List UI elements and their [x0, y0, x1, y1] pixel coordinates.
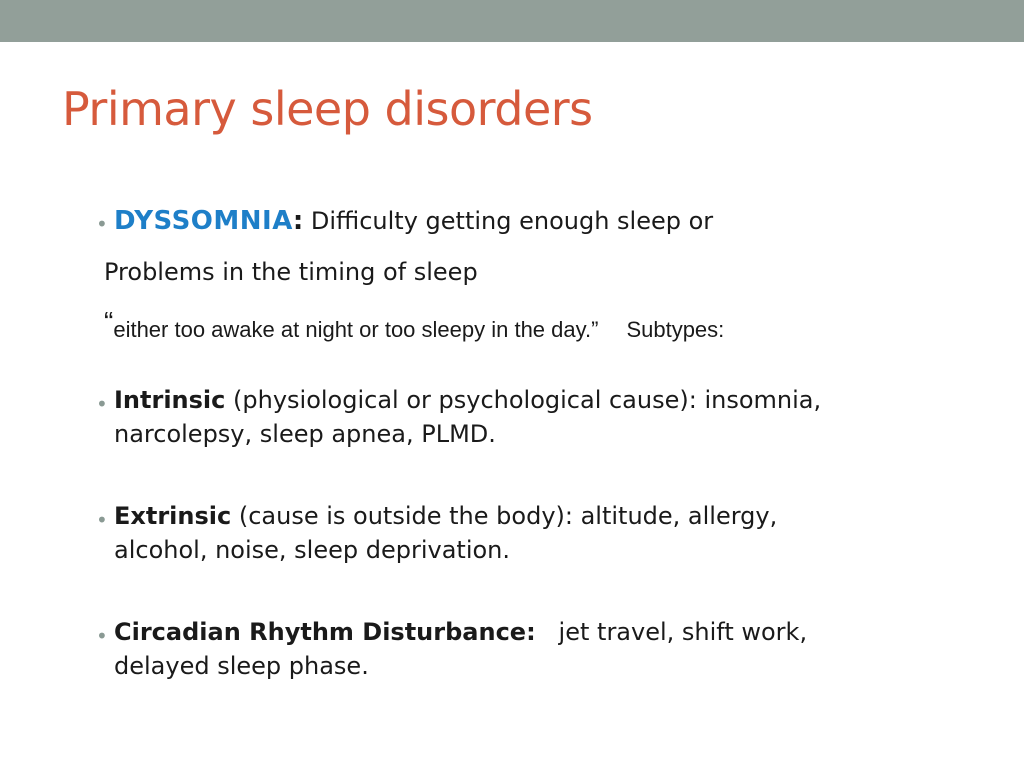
extrinsic-definition-1: (cause is outside the body): altitude, allergy, — [231, 502, 778, 530]
dyssomnia-term: DYSSOMNIA — [114, 206, 293, 236]
dyssomnia-quote: either too awake at night or too sleepy in the day.” — [113, 317, 599, 342]
top-accent-bar — [0, 0, 1024, 42]
intrinsic-term: Intrinsic — [114, 386, 226, 414]
extrinsic-definition-2: alcohol, noise, sleep deprivation. — [114, 536, 511, 564]
extrinsic-term: Extrinsic — [114, 502, 232, 530]
dyssomnia-definition-1: Difficulty getting enough sleep or — [303, 207, 714, 235]
bullet-circadian: • — [96, 624, 108, 648]
circadian-definition-1: jet travel, shift work, — [535, 618, 808, 646]
intrinsic-line-1 — [114, 386, 821, 414]
dyssomnia-quote-line — [104, 306, 724, 343]
extrinsic-line-1 — [114, 502, 777, 530]
intrinsic-definition-2: narcolepsy, sleep apnea, PLMD. — [114, 420, 496, 448]
circadian-term: Circadian Rhythm Disturbance: — [114, 618, 536, 646]
slide-title: Primary sleep disorders — [62, 82, 593, 136]
circadian-line-1 — [114, 618, 807, 646]
subtypes-label: Subtypes: — [626, 317, 725, 342]
bullet-dyssomnia: • — [96, 212, 108, 236]
bullet-extrinsic: • — [96, 508, 108, 532]
intrinsic-definition-1: (physiological or psychological cause): insomnia, — [225, 386, 822, 414]
dyssomnia-line-1 — [114, 206, 713, 236]
quote-open-mark: “ — [104, 306, 114, 337]
bullet-intrinsic: • — [96, 392, 108, 416]
dyssomnia-definition-2: Problems in the timing of sleep — [104, 258, 478, 286]
dyssomnia-colon: : — [292, 206, 304, 236]
circadian-definition-2: delayed sleep phase. — [114, 652, 369, 680]
